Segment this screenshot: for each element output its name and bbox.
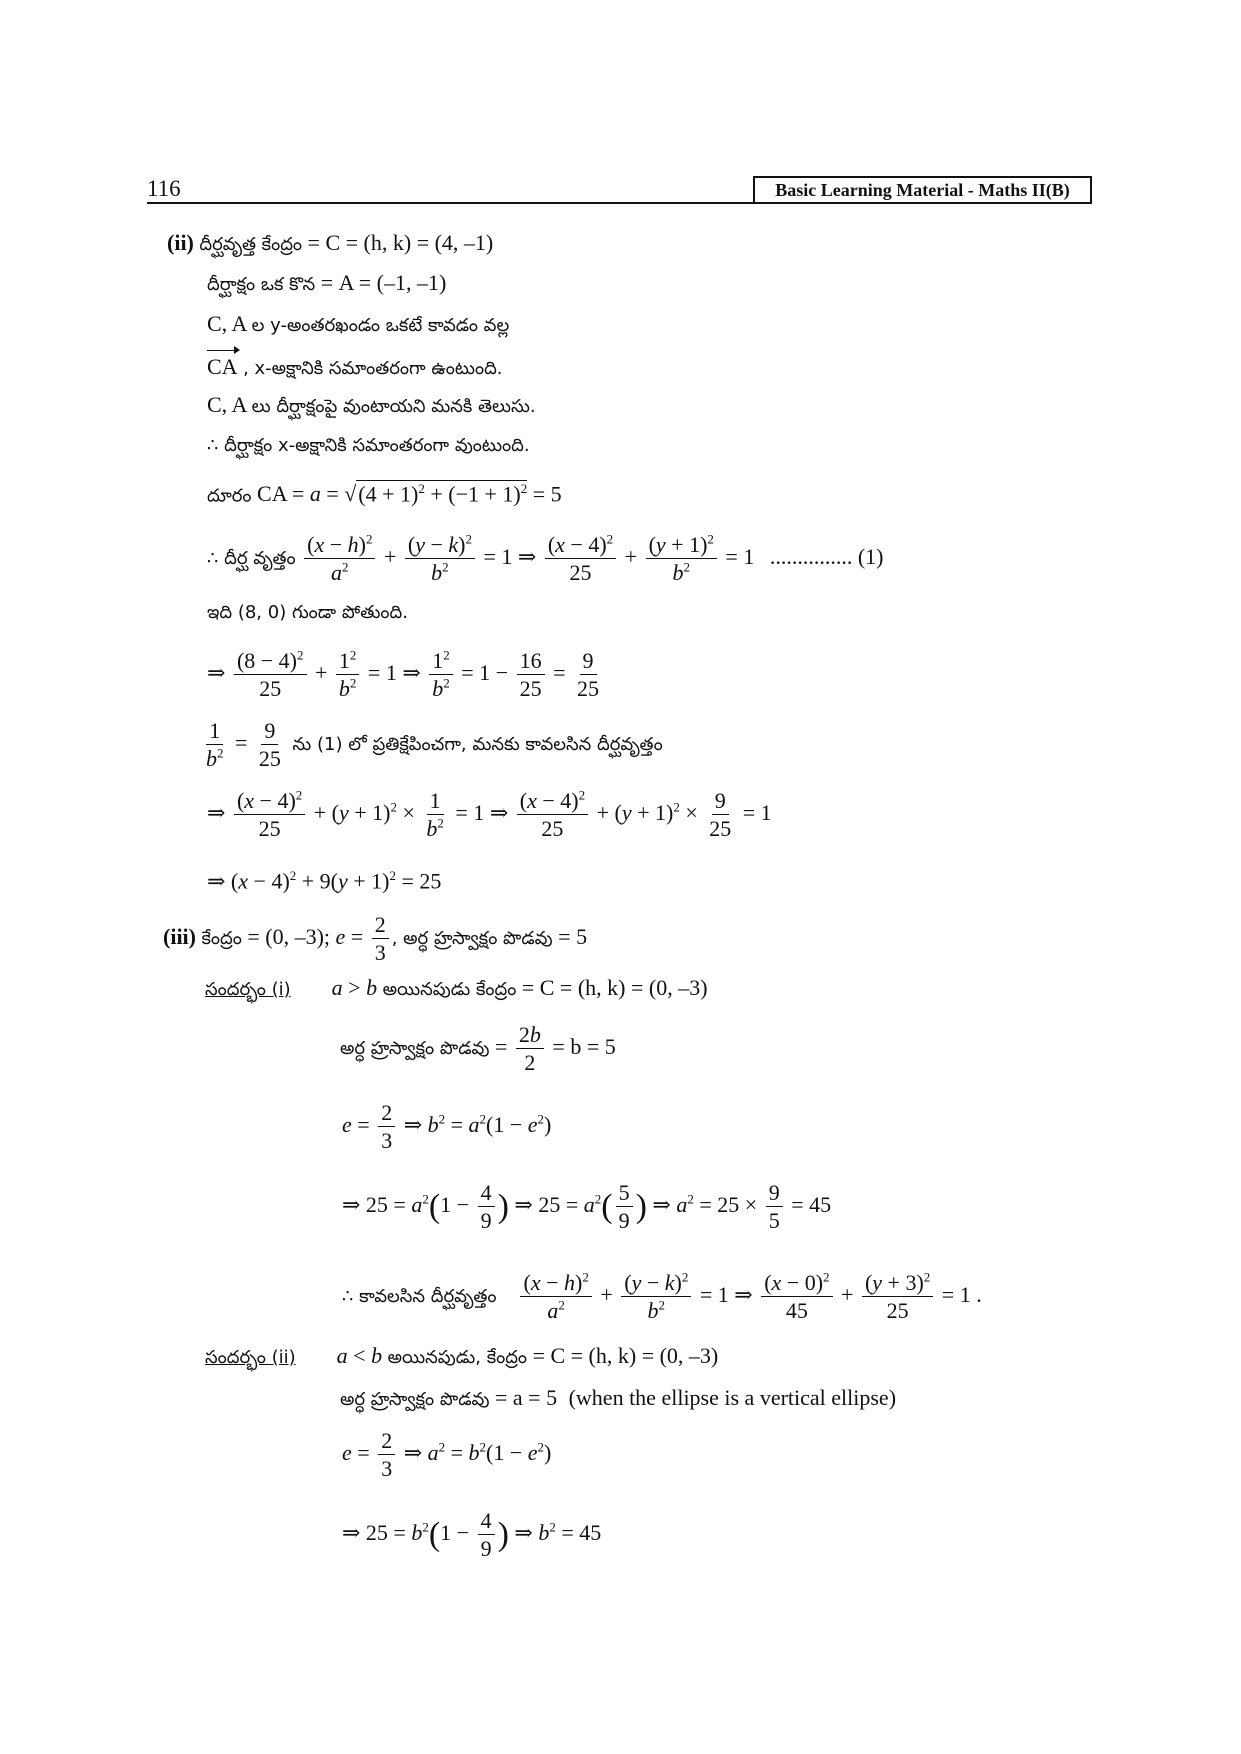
case-1-line-3: e = $\frac{2}{3}$ ⇒ $b^2 = a^2(1 - e^2)$ [342,1100,552,1154]
part-ii-line-9: ఇది (8, 0) గుండా పోతుంది. [207,602,408,623]
center-value: = (0, –3); [247,923,331,949]
case-2-line: సందర్భం (ii) a < b అయినపుడు, కేంద్రం = C = (h, k) = (0, –3) [205,1343,719,1368]
required-ellipse-text: ∴ కావలసిన దీర్ఘవృత్తం [342,1285,497,1307]
part-ii-line-11 [200,718,663,772]
on-major-axis-text: లు దీర్ఘాక్షంపై వుంటాయని మనకి తెలుసు. [251,396,536,417]
part-ii-line-7 [207,480,562,510]
case-2-semi-minor-value: = a = 5 [495,1385,558,1410]
substitute-text: ను (1) లో ప్రతిక్షేపించగా, మనకు కావలసిన దీర్ఘవృత్తం [292,733,663,755]
major-axis-end-text: దీర్ఘాక్షం ఒక కొన [207,274,316,295]
center-text: కేంద్రం [201,927,242,949]
page-number: 116 [147,176,181,201]
case-1-semi-minor-value: = b = 5 [552,1033,616,1059]
part-ii-line-2 [207,270,446,299]
case-2-line-4: ⇒ $25 = b^2(1$ − $\frac{4}{9}$ ) ⇒ $b^2 = 45$ [342,1508,602,1562]
b-squared-value: $\frac{1}{b^2}$ = $\frac{9}{25}$ [206,718,281,772]
part-iii-heading: (iii) కేంద్రం = (0, –3); e = $\frac{2}{3}$ , అర్ధ హ్రస్వాక్షం పొడవు = 5 [163,912,588,966]
semi-minor-value: = 5 [558,923,588,949]
case-1-line-5: ∴ కావలసిన దీర్ఘవృత్తం $\frac{(x - h)^2}{a^2}$ + $\frac{(y - k)^2}{b^2}$ = 1 ⇒ $\frac{(x - 0)^2}{45}$ + $\frac{(y + 3)^2}{25}$ = 1 . [342,1269,982,1324]
distance-formula: CA = $a = √(4 + 1)^2 + (-1 + 1)^2$ [257,481,528,507]
part-iii-label: (iii) [163,923,196,949]
vector-ca: CA [207,348,238,380]
case-2-line-2 [340,1385,896,1414]
part-ii-line-8 [207,532,883,586]
ellipse-standard-equation: $\frac{(x - h)^2}{a^2}$ + $\frac{(y - k)^2}{b^2}$ = 1 ⇒ $\frac{(x - 4)^2}{25}$ + $\frac{(y + 1)^2}{b^2}$ = 1 [301,544,760,569]
same-y-intercept-text: ల y-అంతరఖండం ఒకటే కావడం వల్ల [251,315,510,336]
part-ii-line-10: ⇒ $\frac{(8 - 4)^2}{25}$ + $\frac{1^2}{b^2}$ = 1 ⇒ $\frac{1^2}{b^2}$ = 1 − $\frac{16}{25}$ = $\frac{9}{25}$ [207,647,600,702]
case-1-line: సందర్భం (i) a > b అయినపుడు కేంద్రం = C = (h, k) = (0, –3) [205,975,708,1000]
part-ii-line-6: ∴ దీర్ఘాక్షం x-అక్షానికి సమాంతరంగా వుంటుంది. [207,435,530,456]
case-1-center: = C = (h, k) = (0, –3) [521,975,708,1000]
book-title: Basic Learning Material - Maths II(B) [753,176,1092,202]
case-2-text: అయినపుడు, కేంద్రం [387,1347,528,1368]
points-ca: C, A [207,311,247,336]
case-1-line-4: ⇒ $25 = a^2(1$ − $\frac{4}{9}$ ) ⇒ $25 = a^2$( $\frac{5}{9}$ ) ⇒ $a^2 = 25$ × $\frac{9}{5}$ = 45 [342,1180,832,1234]
ellipse-center-text: దీర్ఘవృత్త కేంద్రం [199,234,303,255]
case-2-center: = C = (h, k) = (0, –3) [532,1343,719,1368]
part-ii-line-12: ⇒ $\frac{(x - 4)^2}{25}$ + $(y + 1)^2$ × $\frac{1}{b^2}$ = 1 ⇒ $\frac{(x - 4)^2}{25}$ + $(y + 1)^2$ × $\frac{9}{25}$ = 1 [207,787,772,842]
part-ii-line-13: ⇒ $(x - 4)^2 + 9(y + 1)^2 = 25$ [207,868,442,894]
case-1-semi-minor-text: అర్ధ హ్రస్వాక్షం పొడవు [340,1037,490,1059]
distance-value: = 5 [532,481,562,507]
semi-minor-text: , అర్ధ హ్రస్వాక్షం పొడవు [391,927,553,949]
case-2-line-3: e = $\frac{2}{3}$ ⇒ $a^2 = b^2(1 - e^2)$ [342,1428,552,1482]
case-1-line-2: అర్ధ హ్రస్వాక్షం పొడవు = $\frac{2b}{2}$ = b = 5 [340,1022,616,1076]
distance-text: దూరం [207,485,252,507]
case-2-semi-minor-text: అర్ధ హ్రస్వాక్షం పొడవు [340,1389,490,1410]
case-1-label: సందర్భం (i) [205,979,291,1000]
part-ii-line-1 [167,230,493,259]
part-ii-line-4 [207,348,503,383]
case-2-label: సందర్భం (ii) [205,1347,296,1368]
part-ii-label: (ii) [167,230,194,255]
part-ii-line-3 [207,311,509,340]
ellipse-center-value: = C = (h, k) = (4, –1) [307,230,494,255]
vertical-ellipse-note: (when the ellipse is a vertical ellipse) [568,1385,897,1410]
case-1-text: అయినపుడు కేంద్రం [382,979,517,1000]
points-ca-2: C, A [207,392,247,417]
ellipse-equation-text: ∴ దీర్ఘ వృత్తం [207,547,296,569]
part-ii-line-5 [207,392,536,421]
parallel-x-axis-text: , x-అక్షానికి సమాంతరంగా ఉంటుంది. [243,358,503,379]
equation-tag-1: ............... (1) [769,543,884,569]
major-axis-end-value: = A = (–1, –1) [320,270,447,295]
header-rule [147,202,1092,204]
